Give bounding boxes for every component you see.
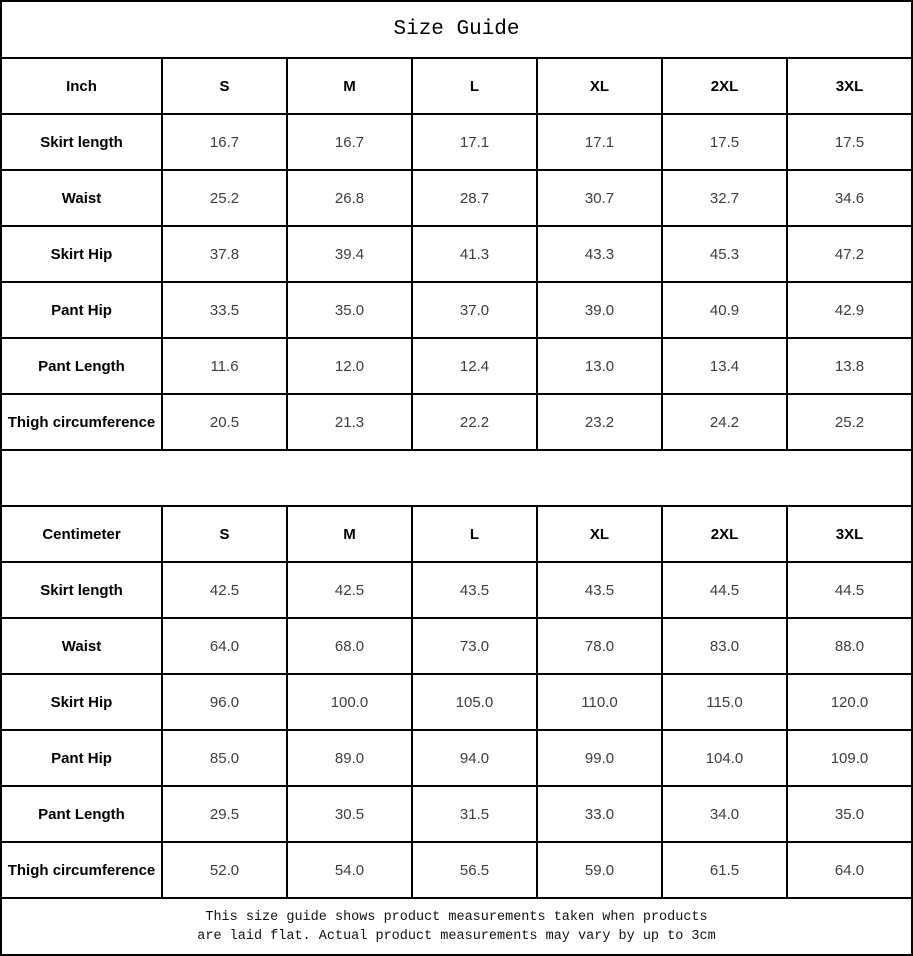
measurement-value: 32.7 bbox=[662, 170, 787, 226]
spacer-row bbox=[1, 450, 912, 506]
measurement-value: 94.0 bbox=[412, 730, 537, 786]
measurement-value: 33.5 bbox=[162, 282, 287, 338]
measurement-value: 56.5 bbox=[412, 842, 537, 898]
measurement-label: Skirt Hip bbox=[1, 674, 162, 730]
measurement-value: 13.8 bbox=[787, 338, 912, 394]
title-row bbox=[1, 1, 912, 58]
size-header-row bbox=[1, 506, 912, 562]
centimeter-table-section bbox=[1, 506, 912, 898]
measurement-value: 30.5 bbox=[287, 786, 412, 842]
measurement-value: 35.0 bbox=[787, 786, 912, 842]
measurement-value: 29.5 bbox=[162, 786, 287, 842]
measurement-value: 28.7 bbox=[412, 170, 537, 226]
measurement-value: 39.4 bbox=[287, 226, 412, 282]
measurement-value: 83.0 bbox=[662, 618, 787, 674]
measurement-value: 25.2 bbox=[162, 170, 287, 226]
measurement-value: 16.7 bbox=[287, 114, 412, 170]
measurement-value: 99.0 bbox=[537, 730, 662, 786]
footer-row bbox=[1, 898, 912, 955]
measurement-value: 21.3 bbox=[287, 394, 412, 450]
measurement-value: 42.5 bbox=[287, 562, 412, 618]
measurement-label: Skirt length bbox=[1, 114, 162, 170]
measurement-row bbox=[1, 562, 912, 618]
measurement-row bbox=[1, 114, 912, 170]
measurement-value: 26.8 bbox=[287, 170, 412, 226]
measurement-value: 105.0 bbox=[412, 674, 537, 730]
measurement-value: 34.6 bbox=[787, 170, 912, 226]
measurement-label: Thigh circumference bbox=[1, 394, 162, 450]
spacer-section bbox=[1, 450, 912, 506]
measurement-value: 100.0 bbox=[287, 674, 412, 730]
size-column-header: XL bbox=[537, 506, 662, 562]
measurement-value: 47.2 bbox=[787, 226, 912, 282]
size-column-header: S bbox=[162, 58, 287, 114]
measurement-value: 31.5 bbox=[412, 786, 537, 842]
measurement-value: 73.0 bbox=[412, 618, 537, 674]
measurement-value: 42.9 bbox=[787, 282, 912, 338]
measurement-value: 110.0 bbox=[537, 674, 662, 730]
measurement-value: 78.0 bbox=[537, 618, 662, 674]
measurement-value: 11.6 bbox=[162, 338, 287, 394]
measurement-value: 13.0 bbox=[537, 338, 662, 394]
footer-note-line2: are laid flat. Actual product measurements may vary by up to 3cm bbox=[197, 928, 716, 944]
unit-header-cell: Centimeter bbox=[1, 506, 162, 562]
measurement-row bbox=[1, 786, 912, 842]
measurement-row bbox=[1, 842, 912, 898]
measurement-value: 45.3 bbox=[662, 226, 787, 282]
measurement-row bbox=[1, 282, 912, 338]
measurement-value: 43.3 bbox=[537, 226, 662, 282]
measurement-value: 23.2 bbox=[537, 394, 662, 450]
measurement-value: 104.0 bbox=[662, 730, 787, 786]
measurement-value: 25.2 bbox=[787, 394, 912, 450]
page-title: Size Guide bbox=[1, 1, 912, 58]
measurement-row bbox=[1, 618, 912, 674]
measurement-value: 88.0 bbox=[787, 618, 912, 674]
measurement-value: 17.5 bbox=[662, 114, 787, 170]
measurement-value: 44.5 bbox=[787, 562, 912, 618]
measurement-row bbox=[1, 226, 912, 282]
measurement-value: 64.0 bbox=[787, 842, 912, 898]
measurement-value: 44.5 bbox=[662, 562, 787, 618]
measurement-value: 12.4 bbox=[412, 338, 537, 394]
measurement-value: 12.0 bbox=[287, 338, 412, 394]
size-column-header: M bbox=[287, 58, 412, 114]
measurement-value: 17.5 bbox=[787, 114, 912, 170]
measurement-value: 54.0 bbox=[287, 842, 412, 898]
measurement-value: 42.5 bbox=[162, 562, 287, 618]
measurement-label: Pant Length bbox=[1, 338, 162, 394]
measurement-value: 43.5 bbox=[537, 562, 662, 618]
measurement-value: 30.7 bbox=[537, 170, 662, 226]
measurement-label: Pant Hip bbox=[1, 730, 162, 786]
measurement-value: 22.2 bbox=[412, 394, 537, 450]
footer-section bbox=[1, 898, 912, 955]
footer-note bbox=[1, 898, 912, 955]
measurement-value: 61.5 bbox=[662, 842, 787, 898]
measurement-value: 34.0 bbox=[662, 786, 787, 842]
measurement-value: 115.0 bbox=[662, 674, 787, 730]
measurement-value: 35.0 bbox=[287, 282, 412, 338]
measurement-value: 33.0 bbox=[537, 786, 662, 842]
size-column-header: S bbox=[162, 506, 287, 562]
size-column-header: 3XL bbox=[787, 58, 912, 114]
measurement-label: Skirt Hip bbox=[1, 226, 162, 282]
measurement-value: 96.0 bbox=[162, 674, 287, 730]
measurement-value: 64.0 bbox=[162, 618, 287, 674]
measurement-value: 16.7 bbox=[162, 114, 287, 170]
measurement-label: Skirt length bbox=[1, 562, 162, 618]
measurement-value: 37.0 bbox=[412, 282, 537, 338]
measurement-row bbox=[1, 170, 912, 226]
measurement-value: 120.0 bbox=[787, 674, 912, 730]
size-column-header: L bbox=[412, 58, 537, 114]
size-column-header: L bbox=[412, 506, 537, 562]
measurement-row bbox=[1, 394, 912, 450]
size-column-header: 2XL bbox=[662, 506, 787, 562]
measurement-value: 17.1 bbox=[537, 114, 662, 170]
measurement-value: 39.0 bbox=[537, 282, 662, 338]
measurement-label: Waist bbox=[1, 170, 162, 226]
unit-header-cell: Inch bbox=[1, 58, 162, 114]
measurement-label: Waist bbox=[1, 618, 162, 674]
measurement-value: 85.0 bbox=[162, 730, 287, 786]
measurement-value: 17.1 bbox=[412, 114, 537, 170]
measurement-value: 68.0 bbox=[287, 618, 412, 674]
table-spacer bbox=[1, 450, 912, 506]
measurement-value: 37.8 bbox=[162, 226, 287, 282]
measurement-value: 24.2 bbox=[662, 394, 787, 450]
size-column-header: M bbox=[287, 506, 412, 562]
measurement-row bbox=[1, 338, 912, 394]
size-header-row bbox=[1, 58, 912, 114]
measurement-value: 41.3 bbox=[412, 226, 537, 282]
size-column-header: XL bbox=[537, 58, 662, 114]
measurement-row bbox=[1, 674, 912, 730]
measurement-value: 20.5 bbox=[162, 394, 287, 450]
measurement-value: 59.0 bbox=[537, 842, 662, 898]
measurement-value: 89.0 bbox=[287, 730, 412, 786]
measurement-row bbox=[1, 730, 912, 786]
measurement-label: Thigh circumference bbox=[1, 842, 162, 898]
measurement-value: 43.5 bbox=[412, 562, 537, 618]
measurement-value: 13.4 bbox=[662, 338, 787, 394]
size-column-header: 3XL bbox=[787, 506, 912, 562]
size-column-header: 2XL bbox=[662, 58, 787, 114]
footer-note-line1: This size guide shows product measurements taken when products bbox=[205, 909, 708, 925]
inch-table-section bbox=[1, 58, 912, 450]
measurement-value: 52.0 bbox=[162, 842, 287, 898]
measurement-value: 109.0 bbox=[787, 730, 912, 786]
measurement-label: Pant Length bbox=[1, 786, 162, 842]
measurement-value: 40.9 bbox=[662, 282, 787, 338]
measurement-label: Pant Hip bbox=[1, 282, 162, 338]
title-section bbox=[1, 1, 912, 58]
